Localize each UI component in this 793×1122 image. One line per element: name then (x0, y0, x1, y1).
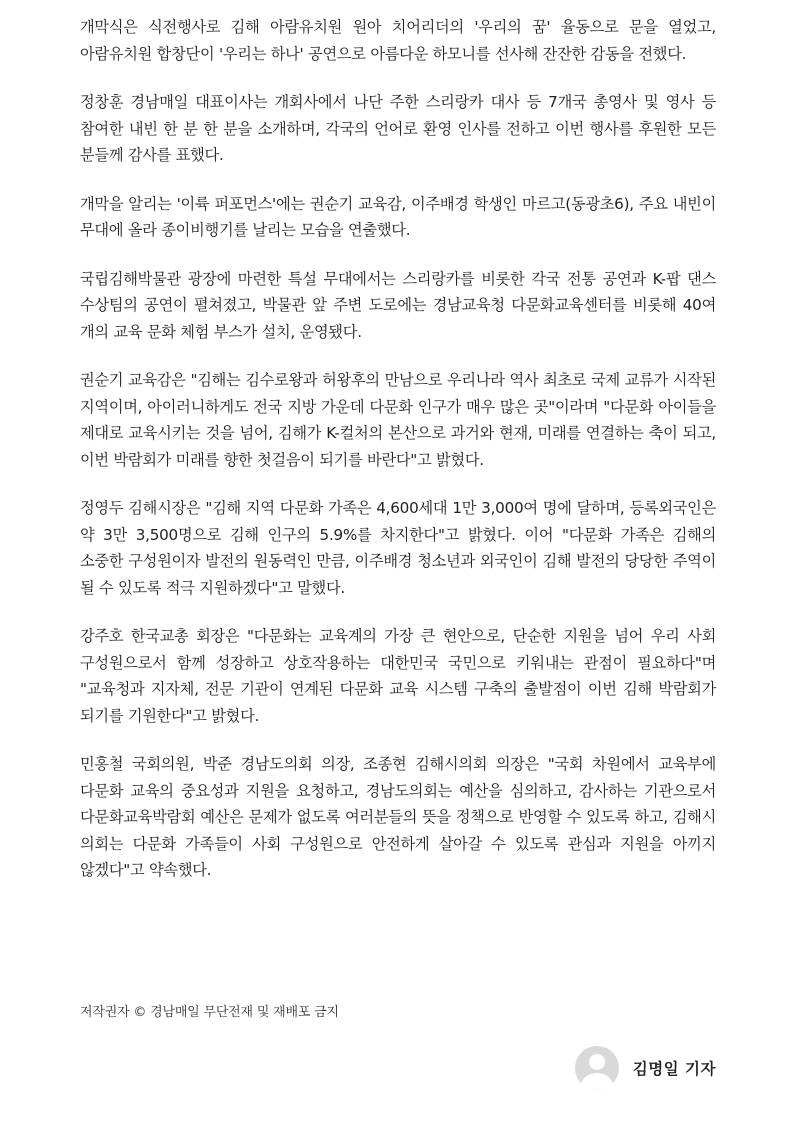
article-paragraph: 민홍철 국회의원, 박준 경남도의회 의장, 조종현 김해시의회 의장은 "국회 차원에서 교육부에 다문화 교육의 중요성과 지원을 요청하고, 경남도의회는 예산을 심의하고, 감사하는 기관으로서 다문화교육박람회 예산은 문제가 없도록 여러분들의 뜻을 정책으로 반영할 수 있도록 하고, 김해시 의회는 다문화 가족들이 사회 구성원으로 안전하게 살아갈 수 있도록 관심과 지원을 아끼지 않겠다"고 약속했다. (80, 755, 716, 879)
user-avatar-icon[interactable] (575, 1046, 619, 1090)
article-body (80, 14, 716, 906)
article-paragraph: 국립김해박물관 광장에 마련한 특설 무대에서는 스리랑카를 비롯한 각국 전통 공연과 K-팝 댄스 수상팀의 공연이 펼쳐졌고, 박물관 앞 주변 도로에는 경남교육청 다문화교육센터를 비롯해 40여 개의 교육 문화 체험 부스가 설치, 운영됐다. (80, 269, 716, 341)
avatar-head-shape (589, 1054, 605, 1070)
article-paragraph: 개막식은 식전행사로 김해 아람유치원 원아 치어리더의 '우리의 꿈' 율동으로 문을 열었고, 아람유치원 합창단이 '우리는 하나' 공연으로 아름다운 하모니를 선사해 잔잔한 감동을 전했다. (80, 18, 716, 63)
article-paragraph: 강주호 한국교총 회장은 "다문화는 교육계의 가장 큰 현안으로, 단순한 지원을 넘어 우리 사회 구성원으로서 함께 성장하고 상호작용하는 대한민국 국민으로 키워내는 관점이 필요하다"며 "교육청과 지자체, 전문 기관이 연계된 다문화 교육 시스템 구축의 출발점이 이번 김해 박람회가 되기를 기원한다"고 밝혔다. (80, 627, 716, 725)
avatar-body-shape (581, 1073, 613, 1090)
article-paragraph: 개막을 알리는 '이륙 퍼포먼스'에는 권순기 교육감, 이주배경 학생인 마르고(동광초6), 주요 내빈이 무대에 올라 종이비행기를 날리는 모습을 연출했다. (80, 194, 716, 239)
article-paragraph: 정영두 김해시장은 "김해 지역 다문화 가족은 4,600세대 1만 3,000여 명에 달하며, 등록외국인은 약 3만 3,500명으로 김해 인구의 5.9%를 차지한다"고 밝혔다. 이어 "다문화 가족은 김해의 소중한 구성원이자 발전의 원동력인 만큼, 이주배경 청소년과 외국인이 김해 발전의 당당한 주역이 될 수 있도록 적극 지원하겠다"고 말했다. (80, 499, 716, 597)
reporter-name[interactable]: 김명일 기자 (632, 1060, 716, 1078)
copyright-notice: 저작권자 © 경남매일 무단전재 및 재배포 금지 (80, 1005, 339, 1020)
article-paragraph: 권순기 교육감은 "김해는 김수로왕과 허왕후의 만남으로 우리나라 역사 최초로 국제 교류가 시작된 지역이며, 아이러니하게도 전국 지방 가운데 다문화 인구가 매우 많은 곳"이라며 "다문화 아이들을 제대로 교육시키는 것을 넘어, 김해가 K-컬처의 본산으로 과거와 현재, 미래를 연결하는 축이 되고, 이번 박람회가 미래를 향한 첫걸음이 되기를 바란다"고 밝혔다. (80, 371, 716, 469)
article-paragraph: 정창훈 경남매일 대표이사는 개회사에서 나단 주한 스리랑카 대사 등 7개국 총영사 및 영사 등 참여한 내빈 한 분 한 분을 소개하며, 각국의 언어로 환영 인사를 전하고 이번 행사를 후원한 모든 분들께 감사를 표했다. (80, 93, 716, 164)
reporter-byline[interactable] (575, 1046, 716, 1090)
